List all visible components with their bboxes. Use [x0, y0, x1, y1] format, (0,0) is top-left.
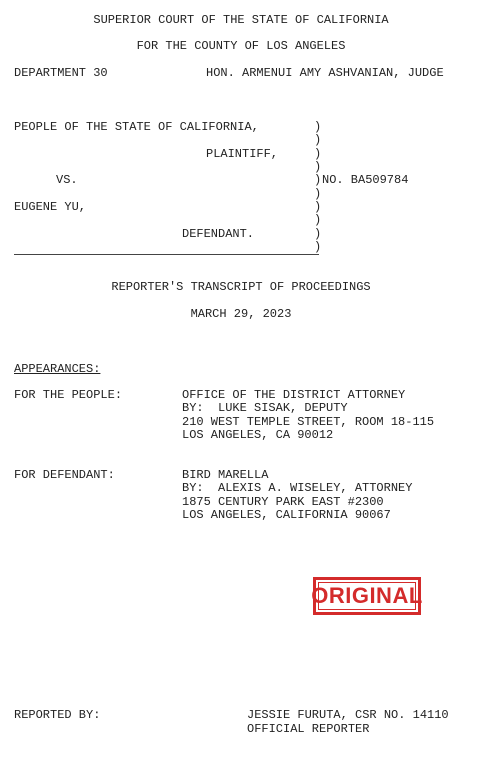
defendant-line: BIRD MARELLA	[182, 468, 269, 482]
people-line: OFFICE OF THE DISTRICT ATTORNEY	[182, 388, 406, 402]
caption-paren: )	[314, 147, 322, 161]
caption-paren: )	[314, 227, 322, 241]
county-name: FOR THE COUNTY OF LOS ANGELES	[136, 39, 346, 53]
versus: VS.	[56, 173, 78, 187]
stamp-text: ORIGINAL	[311, 583, 423, 608]
defendant-line: 1875 CENTURY PARK EAST #2300	[182, 495, 384, 509]
caption-paren: )	[314, 160, 322, 174]
reporter-name: JESSIE FURUTA, CSR NO. 14110	[247, 708, 449, 722]
caption-rule	[14, 254, 319, 255]
appearances-label: APPEARANCES:	[14, 362, 101, 376]
case-number: NO. BA509784	[322, 173, 409, 187]
people-line: BY: LUKE SISAK, DEPUTY	[182, 401, 348, 415]
people-label: FOR THE PEOPLE:	[14, 388, 123, 402]
defendant-line: LOS ANGELES, CALIFORNIA 90067	[182, 508, 391, 522]
defendant-role: DEFENDANT.	[182, 227, 255, 241]
hearing-date: MARCH 29, 2023	[190, 307, 292, 321]
caption-paren: )	[314, 173, 322, 187]
stamp-border	[318, 582, 416, 610]
reported-by-label: REPORTED BY:	[14, 708, 101, 722]
caption-paren: )	[314, 200, 322, 214]
caption-paren: )	[314, 120, 322, 134]
people-line: 210 WEST TEMPLE STREET, ROOM 18-115	[182, 415, 435, 429]
plaintiff-role: PLAINTIFF,	[206, 147, 279, 161]
department: DEPARTMENT 30	[14, 66, 108, 80]
caption-paren: )	[314, 240, 322, 254]
court-name: SUPERIOR COURT OF THE STATE OF CALIFORNIA	[93, 13, 389, 27]
people-line: LOS ANGELES, CA 90012	[182, 428, 334, 442]
caption-paren: )	[314, 213, 322, 227]
caption-paren: )	[314, 133, 322, 147]
judge-name: HON. ARMENUI AMY ASHVANIAN, JUDGE	[206, 66, 444, 80]
reporter-title: OFFICIAL REPORTER	[247, 722, 370, 736]
defendant-line: BY: ALEXIS A. WISELEY, ATTORNEY	[182, 481, 413, 495]
caption-paren: )	[314, 187, 322, 201]
plaintiff-name: PEOPLE OF THE STATE OF CALIFORNIA,	[14, 120, 259, 134]
defendant-label: FOR DEFENDANT:	[14, 468, 115, 482]
defendant-name: EUGENE YU,	[14, 200, 87, 214]
original-stamp	[313, 577, 421, 615]
transcript-heading: REPORTER'S TRANSCRIPT OF PROCEEDINGS	[111, 280, 371, 294]
